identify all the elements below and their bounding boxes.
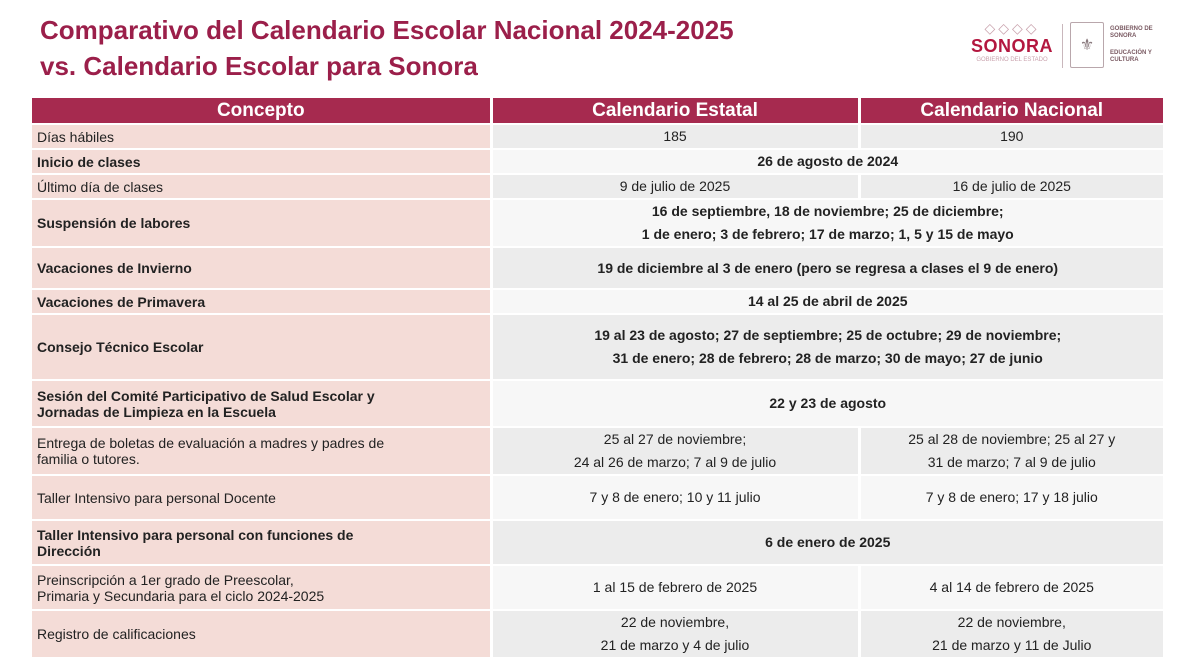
estatal-value-cell-line: 9 de julio de 2025 — [619, 178, 731, 194]
estatal-value-cell — [491, 610, 859, 657]
concept-cell — [32, 289, 491, 314]
secretaria-text-bottom: EDUCACIÓN Y CULTURA — [1110, 50, 1152, 63]
estatal-value-cell-line: 22 de noviembre, — [620, 614, 730, 630]
combined-value-cell-line: 19 al 23 de agosto; 27 de septiembre; 25 de octubre; 29 de noviembre; — [594, 327, 1062, 343]
concept-cell-line: Suspensión de labores — [37, 215, 191, 231]
estatal-value-cell — [491, 475, 859, 520]
concept-cell-line: Taller Intensivo para personal con funciones de — [37, 526, 354, 543]
concept-cell-line: Vacaciones de Invierno — [37, 260, 192, 276]
concept-cell-line: familia o tutores. — [37, 451, 140, 467]
table-row — [32, 149, 1163, 174]
concept-cell-line: Consejo Técnico Escolar — [37, 339, 204, 355]
estatal-value-cell — [491, 565, 859, 610]
title-line-1: Comparativo del Calendario Escolar Nacional 2024-2025 — [40, 15, 734, 45]
nacional-value-cell-line: 22 de noviembre, — [957, 614, 1066, 630]
estatal-value-cell-line: 185 — [663, 128, 687, 144]
table-row — [32, 314, 1163, 380]
concept-cell-line: Días hábiles — [37, 128, 115, 145]
combined-value-cell — [491, 247, 1163, 289]
concept-cell-line: Primaria y Secundaria para el ciclo 2024-2025 — [37, 587, 325, 604]
table-row — [32, 380, 1163, 427]
table-row — [32, 565, 1163, 610]
concept-cell-line: Jornadas de Limpieza en la Escuela — [37, 403, 276, 420]
nacional-value-cell-line: 190 — [1000, 128, 1024, 144]
combined-value-cell-line: 6 de enero de 2025 — [765, 534, 891, 550]
header-concepto: Concepto — [32, 98, 491, 124]
table-row — [32, 610, 1163, 657]
concept-cell-line: Inicio de clases — [37, 153, 141, 170]
combined-value-cell-line: 31 de enero; 28 de febrero; 28 de marzo; 30 de mayo; 27 de junio — [612, 350, 1043, 366]
combined-value-cell — [491, 314, 1163, 380]
page-title — [40, 12, 734, 84]
combined-value-cell-line: 14 al 25 de abril de 2025 — [747, 293, 908, 309]
logo-divider — [1062, 24, 1063, 68]
table-row — [32, 124, 1163, 149]
combined-value-cell — [491, 199, 1163, 247]
nacional-value-cell — [859, 174, 1163, 199]
table-row — [32, 475, 1163, 520]
nacional-value-cell-line: 7 y 8 de enero; 17 y 18 julio — [925, 489, 1098, 505]
nacional-value-cell — [859, 124, 1163, 149]
combined-value-cell — [491, 380, 1163, 427]
combined-value-cell-line: 1 de enero; 3 de febrero; 17 de marzo; 1, 5 y 15 de mayo — [641, 226, 1014, 242]
table-row — [32, 199, 1163, 247]
header-calendario-nacional: Calendario Nacional — [859, 98, 1163, 124]
nacional-value-cell-line: 4 al 14 de febrero de 2025 — [929, 579, 1094, 595]
emblem-icon: ⚜ — [1070, 22, 1104, 68]
table-header-row — [32, 98, 1163, 124]
concept-cell-line: Entrega de boletas de evaluación a madres y padres de — [37, 435, 385, 451]
estatal-value-cell-line: 21 de marzo y 4 de julio — [600, 637, 750, 653]
concept-cell — [32, 565, 491, 610]
sonora-wordmark: SONORA — [970, 36, 1053, 56]
table-row — [32, 427, 1163, 475]
estatal-value-cell — [491, 427, 859, 475]
concept-cell — [32, 247, 491, 289]
concept-cell — [32, 124, 491, 149]
concept-cell-line: Último día de clases — [37, 178, 164, 195]
concept-cell — [32, 149, 491, 174]
estatal-value-cell-line: 25 al 27 de noviembre; — [603, 431, 747, 447]
nacional-value-cell — [859, 610, 1163, 657]
table-row — [32, 174, 1163, 199]
secretaria-logo — [1070, 22, 1160, 70]
concept-cell — [32, 520, 491, 565]
concept-cell — [32, 380, 491, 427]
table-row — [32, 520, 1163, 565]
header-calendario-estatal: Calendario Estatal — [491, 98, 859, 124]
secretaria-text-top: GOBIERNO DE SONORA — [1110, 26, 1153, 39]
concept-cell-line: Registro de calificaciones — [37, 626, 196, 642]
combined-value-cell-line: 19 de diciembre al 3 de enero (pero se regresa a clases el 9 de enero) — [597, 259, 1059, 276]
nacional-value-cell-line: 31 de marzo; 7 al 9 de julio — [927, 454, 1096, 470]
concept-cell-line: Sesión del Comité Participativo de Salud Escolar y — [37, 387, 375, 404]
combined-value-cell-line: 26 de agosto de 2024 — [757, 153, 899, 169]
combined-value-cell-line: 16 de septiembre, 18 de noviembre; 25 de diciembre; — [651, 203, 1004, 219]
concept-cell-line: Preinscripción a 1er grado de Preescolar, — [37, 571, 294, 588]
concept-cell — [32, 475, 491, 520]
nacional-value-cell — [859, 475, 1163, 520]
sonora-logo — [966, 20, 1058, 72]
combined-value-cell — [491, 520, 1163, 565]
nacional-value-cell-line: 21 de marzo y 11 de Julio — [932, 637, 1092, 653]
combined-value-cell — [491, 289, 1163, 314]
title-line-2: vs. Calendario Escolar para Sonora — [40, 51, 478, 81]
concept-cell — [32, 610, 491, 657]
estatal-value-cell-line: 1 al 15 de febrero de 2025 — [592, 579, 758, 595]
concept-cell — [32, 199, 491, 247]
table-row — [32, 289, 1163, 314]
nacional-value-cell-line: 25 al 28 de noviembre; 25 al 27 y — [908, 431, 1116, 447]
estatal-value-cell-line: 7 y 8 de enero; 10 y 11 julio — [589, 489, 761, 505]
sonora-subtitle: GOBIERNO DEL ESTADO — [976, 57, 1048, 63]
combined-value-cell — [491, 149, 1163, 174]
nacional-value-cell-line: 16 de julio de 2025 — [952, 178, 1071, 194]
logos — [960, 18, 1160, 74]
estatal-value-cell-line: 24 al 26 de marzo; 7 al 9 de julio — [573, 454, 777, 470]
concept-cell — [32, 314, 491, 380]
sonora-glyph-icon: ◇◇◇◇ — [984, 20, 1040, 36]
table-row — [32, 247, 1163, 289]
nacional-value-cell — [859, 565, 1163, 610]
estatal-value-cell — [491, 174, 859, 199]
nacional-value-cell — [859, 427, 1163, 475]
concept-cell — [32, 427, 491, 475]
concept-cell — [32, 174, 491, 199]
combined-value-cell-line: 22 y 23 de agosto — [769, 395, 887, 411]
concept-cell-line: Taller Intensivo para personal Docente — [37, 489, 276, 506]
estatal-value-cell — [491, 124, 859, 149]
calendar-comparison-table — [32, 98, 1163, 657]
concept-cell-line: Dirección — [37, 542, 101, 559]
concept-cell-line: Vacaciones de Primavera — [37, 293, 206, 310]
